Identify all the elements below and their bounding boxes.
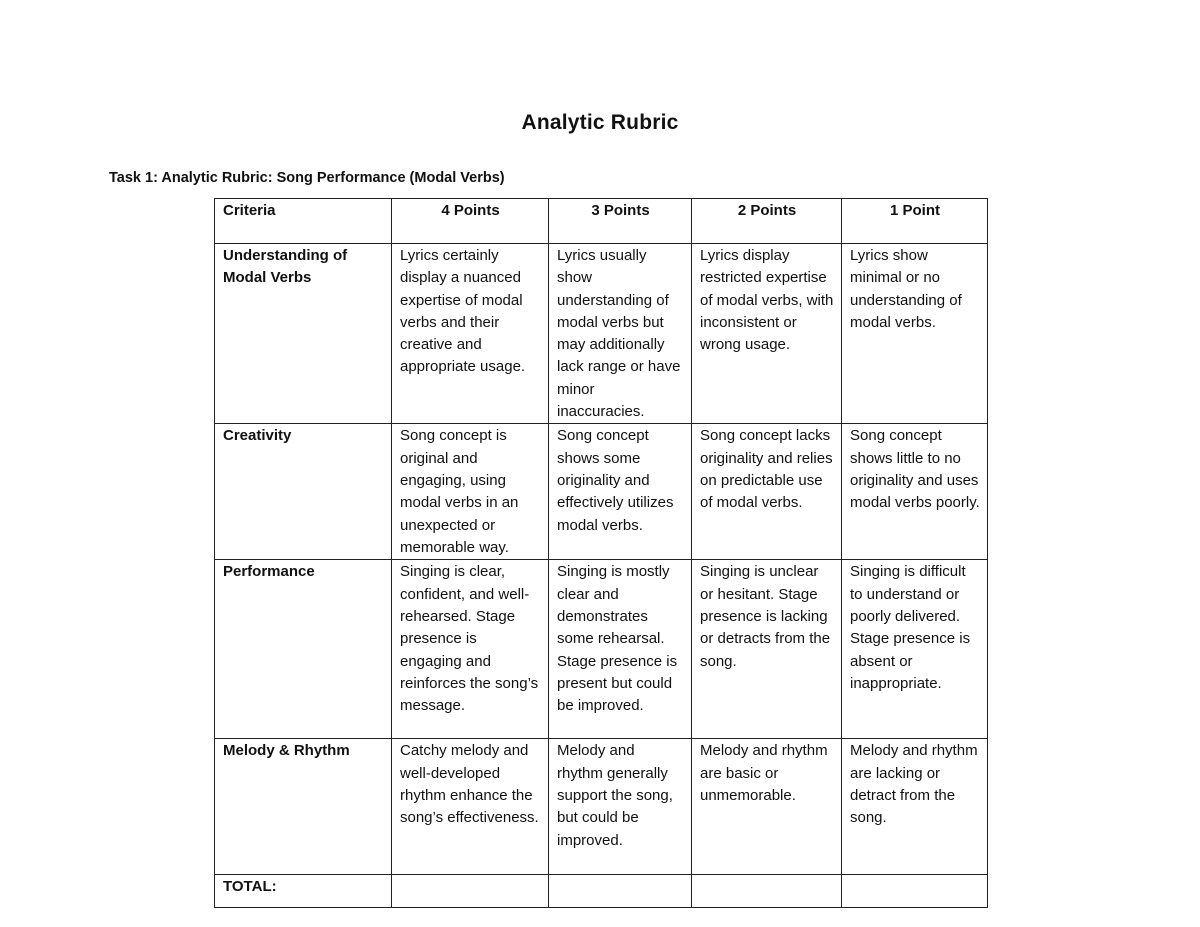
- score-cell-4: Lyrics certainly display a nuanced expertise of modal verbs and their creative and appropriate usage.: [392, 244, 549, 424]
- score-cell-1: Melody and rhythm are lacking or detract from the song.: [842, 739, 988, 875]
- task-heading: Task 1: Analytic Rubric: Song Performance (Modal Verbs): [109, 170, 505, 186]
- score-cell-4: Catchy melody and well-developed rhythm enhance the song’s effectiveness.: [392, 739, 549, 875]
- total-cell-4: [392, 875, 549, 908]
- document-title: Analytic Rubric: [521, 111, 679, 134]
- total-cell-3: [549, 875, 692, 908]
- score-cell-3: Melody and rhythm generally support the song, but could be improved.: [549, 739, 692, 875]
- total-cell-2: [692, 875, 842, 908]
- table-row: [215, 424, 988, 560]
- header-criteria: Criteria: [215, 199, 392, 244]
- score-cell-3: Song concept shows some originality and effectively utilizes modal verbs.: [549, 424, 692, 560]
- total-row: [215, 875, 988, 908]
- score-cell-4: Song concept is original and engaging, using modal verbs in an unexpected or memorable way.: [392, 424, 549, 560]
- header-2-points: 2 Points: [692, 199, 842, 244]
- table-row: [215, 560, 988, 739]
- header-3-points: 3 Points: [549, 199, 692, 244]
- score-cell-2: Singing is unclear or hesitant. Stage presence is lacking or detracts from the song.: [692, 560, 842, 739]
- score-cell-3: Singing is mostly clear and demonstrates some rehearsal. Stage presence is present but could be improved.: [549, 560, 692, 739]
- criteria-cell: Creativity: [215, 424, 392, 560]
- table-header-row: [215, 199, 988, 244]
- table-row: [215, 244, 988, 424]
- rubric-table: [214, 198, 988, 908]
- table-row: [215, 739, 988, 875]
- score-cell-3: Lyrics usually show understanding of modal verbs but may additionally lack range or have minor inaccuracies.: [549, 244, 692, 424]
- score-cell-1: Song concept shows little to no originality and uses modal verbs poorly.: [842, 424, 988, 560]
- score-cell-1: Lyrics show minimal or no understanding of modal verbs.: [842, 244, 988, 424]
- score-cell-2: Lyrics display restricted expertise of modal verbs, with inconsistent or wrong usage.: [692, 244, 842, 424]
- score-cell-2: Melody and rhythm are basic or unmemorable.: [692, 739, 842, 875]
- criteria-cell: Understanding of Modal Verbs: [215, 244, 392, 424]
- criteria-cell: Performance: [215, 560, 392, 739]
- total-label: TOTAL:: [215, 875, 392, 908]
- score-cell-2: Song concept lacks originality and relies on predictable use of modal verbs.: [692, 424, 842, 560]
- score-cell-4: Singing is clear, confident, and well-rehearsed. Stage presence is engaging and reinforces the song’s message.: [392, 560, 549, 739]
- criteria-cell: Melody & Rhythm: [215, 739, 392, 875]
- total-cell-1: [842, 875, 988, 908]
- header-4-points: 4 Points: [392, 199, 549, 244]
- header-1-point: 1 Point: [842, 199, 988, 244]
- score-cell-1: Singing is difficult to understand or poorly delivered. Stage presence is absent or inappropriate.: [842, 560, 988, 739]
